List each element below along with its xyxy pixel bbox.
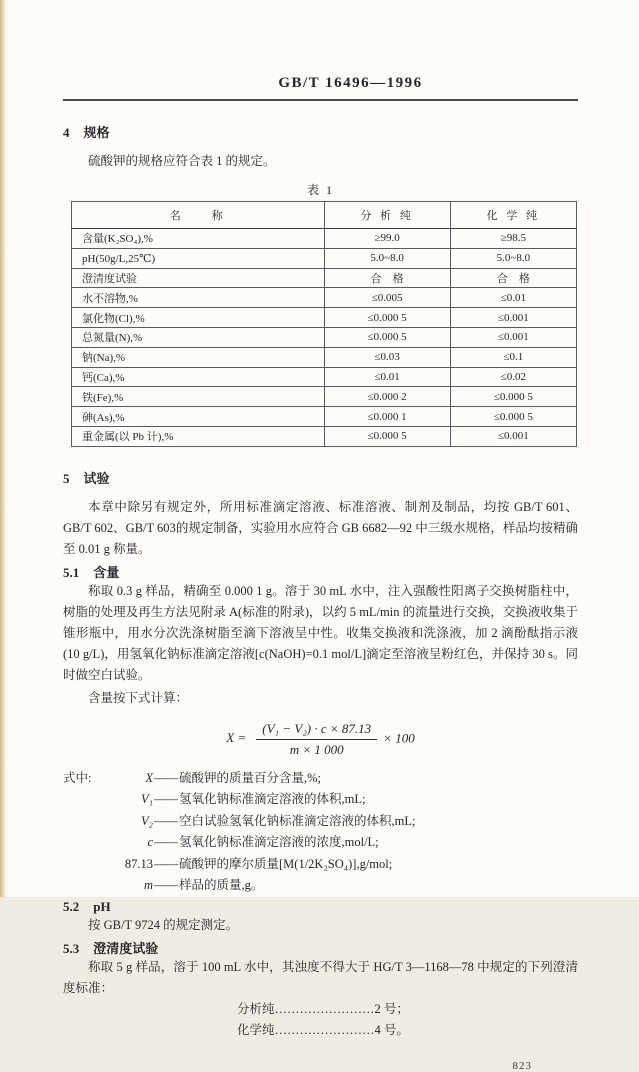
section-4-heading — [63, 122, 578, 141]
calc-lead: 含量按下式计算： — [88, 690, 189, 705]
where-row — [63, 768, 578, 790]
where-row — [63, 811, 578, 833]
section-5-2-body: 按 GB/T 9724 的规定测定。 — [88, 917, 239, 932]
section-5-number: 5 — [63, 470, 70, 486]
where-term: c — [147, 835, 153, 850]
table-cell-value: 合 格 — [324, 268, 450, 288]
formula-denominator: m × 1 000 — [289, 741, 344, 757]
where-row — [63, 789, 578, 811]
table-cell-value: ≤0.005 — [324, 288, 450, 308]
formula-fraction — [256, 721, 377, 758]
table-cell-name: 含量(K₂SO₄),% — [72, 229, 325, 249]
table-cell-name: 水不溶物,% — [72, 288, 325, 308]
where-label — [63, 832, 97, 854]
table-row — [72, 367, 577, 387]
formula-where-list — [63, 768, 578, 897]
where-description: 样品的质量,g。 — [179, 878, 264, 893]
section-5-1-paragraph: 称取 0.3 g 样品，精确至 0.000 1 g。溶于 30 mL 水中，注入强酸性阳离子交换树脂柱中，树脂的处理及再生方法见附录 A(标准的附录)，以约 5 mL/min 的流量进行交换，交换液收集于锥形瓶中，用水分次洗涤树脂至滴下溶液呈中性。收集交换液和洗涤液，加 2 滴酚酞指示液(10 g/L)，用氢氧化钠标准滴定溶液[c(NaOH)=0.1 mol/L]滴定至溶液呈粉红色，并保持 30 s。同时做空白试验。 — [63, 583, 578, 682]
table-cell-value: ≥99.0 — [324, 229, 450, 249]
table-row — [72, 268, 577, 288]
section-5-1-title: 含量 — [93, 564, 120, 580]
section-5-2-number: 5.2 — [63, 898, 80, 914]
table-cell-name: 氯化物(Cl),% — [72, 308, 325, 328]
table-cell-name: 砷(As),% — [72, 407, 325, 427]
table-row — [72, 407, 577, 427]
table-cell-name: pH(50g/L,25℃) — [72, 248, 325, 268]
table-column-header: 名 称 — [72, 202, 325, 229]
table-cell-value: ≤0.01 — [450, 288, 576, 308]
scan-edge — [0, 0, 6, 897]
table-cell-name: 重金属(以 Pb 计),% — [72, 426, 325, 446]
table-row — [72, 327, 577, 347]
header-rule — [63, 99, 578, 101]
section-5-intro: 本章中除另有规定外，所用标准滴定溶液、标准溶液、制剂及制品，均按 GB/T 601、GB/T 602、GB/T 603的规定制备，实验用水应符合 GB 6682—92 中三级水规格，样品均按精确至 0.01 g 称量。 — [63, 499, 578, 556]
table-row — [72, 308, 577, 328]
where-term: X — [145, 770, 153, 785]
table-cell-value: 合 格 — [450, 268, 576, 288]
section-5-1-heading — [63, 562, 578, 581]
formula-suffix: × 100 — [383, 730, 415, 746]
where-label — [63, 811, 97, 833]
table-row — [72, 387, 577, 407]
table-row — [72, 288, 577, 308]
standard-code: GB/T 16496—1996 — [278, 75, 423, 91]
section-5-2-title: pH — [93, 898, 111, 914]
table-row — [72, 426, 577, 446]
where-dash: —— — [154, 878, 177, 893]
spec-table-body — [72, 229, 577, 447]
where-label — [63, 854, 97, 876]
where-label — [63, 789, 97, 811]
table-cell-name: 总氮量(N),% — [72, 327, 325, 347]
where-label — [63, 875, 97, 897]
where-description: 空白试验氢氧化钠标准滴定溶液的体积,mL; — [179, 813, 416, 828]
table-cell-value: ≤0.000 1 — [324, 407, 450, 427]
clarity-grade-item: 分析纯……………………2 号； — [237, 1001, 409, 1016]
section-5-2-heading — [63, 899, 578, 915]
clarity-grade-item: 化学纯……………………4 号。 — [237, 1023, 409, 1038]
where-description: 氢氧化钠标准滴定溶液的浓度,mol/L; — [179, 835, 379, 850]
table-cell-value: ≤0.001 — [450, 308, 576, 328]
spec-table — [71, 201, 577, 447]
section-5-title: 试验 — [83, 470, 110, 486]
table-cell-value: ≤0.001 — [450, 426, 576, 446]
where-row — [63, 832, 578, 854]
where-dash: —— — [154, 813, 177, 828]
where-term: 87.13 — [124, 856, 153, 871]
section-5-3-body: 称取 5 g 样品，溶于 100 mL 水中，其浊度不得大于 HG/T 3—1168—78 中规定的下列澄清度标准： — [63, 959, 578, 995]
table-row — [72, 229, 577, 249]
formula-numerator: (V₁ − V₂) · c × 87.13 — [256, 721, 377, 740]
table-cell-name: 澄清度试验 — [72, 268, 325, 288]
spec-table-header-row — [72, 202, 577, 229]
table-cell-value: ≤0.001 — [450, 327, 576, 347]
table-cell-value: 5.0~8.0 — [324, 248, 450, 268]
section-4-number: 4 — [63, 125, 70, 140]
page-number: 823 — [512, 1059, 532, 1072]
table-cell-value: ≤0.1 — [450, 347, 576, 367]
section-5-3-title: 澄清度试验 — [93, 940, 159, 956]
table-cell-value: ≤0.000 5 — [450, 387, 576, 407]
section-5-3-heading — [63, 938, 578, 957]
where-term: V₁ — [141, 792, 153, 807]
table-1-caption: 表 1 — [306, 183, 334, 197]
where-description: 硫酸钾的摩尔质量[M(1/2K₂SO₄)],g/mol; — [179, 856, 393, 871]
section-4-title: 规格 — [83, 125, 110, 140]
table-cell-name: 铁(Fe),% — [72, 387, 325, 407]
table-cell-value: ≤0.02 — [450, 367, 576, 387]
table-cell-value: ≤0.03 — [324, 347, 450, 367]
content-formula — [63, 721, 578, 758]
document-header — [63, 0, 578, 92]
where-label: 式中: — [63, 770, 92, 785]
table-cell-value: ≤0.000 5 — [324, 426, 450, 446]
where-dash: —— — [154, 792, 177, 807]
table-row — [72, 347, 577, 367]
table-cell-value: ≤0.000 5 — [450, 407, 576, 427]
where-description: 硫酸钾的质量百分含量,%; — [179, 770, 322, 785]
table-cell-value: ≤0.01 — [324, 367, 450, 387]
table-cell-value: 5.0~8.0 — [450, 248, 576, 268]
section-5-1-number: 5.1 — [63, 564, 80, 580]
table-cell-value: ≥98.5 — [450, 229, 576, 249]
table-column-header: 化 学 纯 — [450, 202, 576, 229]
table-cell-value: ≤0.000 5 — [324, 327, 450, 347]
table-cell-name: 钠(Na),% — [72, 347, 325, 367]
where-row — [63, 854, 578, 876]
section-5-3-number: 5.3 — [63, 940, 80, 956]
table-row — [72, 248, 577, 268]
where-row — [63, 875, 578, 897]
where-dash: —— — [154, 835, 177, 850]
table-column-header: 分 析 纯 — [324, 202, 450, 229]
section-5-heading — [63, 468, 578, 487]
where-term: m — [143, 878, 153, 893]
clarity-grade-list — [63, 999, 578, 1042]
section-4-intro: 硫酸钾的规格应符合表 1 的规定。 — [88, 154, 276, 168]
where-term: V₂ — [141, 813, 153, 828]
where-description: 氢氧化钠标准滴定溶液的体积,mL; — [179, 792, 366, 807]
where-dash: —— — [154, 770, 177, 785]
table-cell-value: ≤0.000 5 — [324, 308, 450, 328]
where-dash: —— — [154, 856, 177, 871]
table-cell-value: ≤0.000 2 — [324, 387, 450, 407]
table-cell-name: 钙(Ca),% — [72, 367, 325, 387]
formula-lhs: X = — [226, 730, 247, 746]
